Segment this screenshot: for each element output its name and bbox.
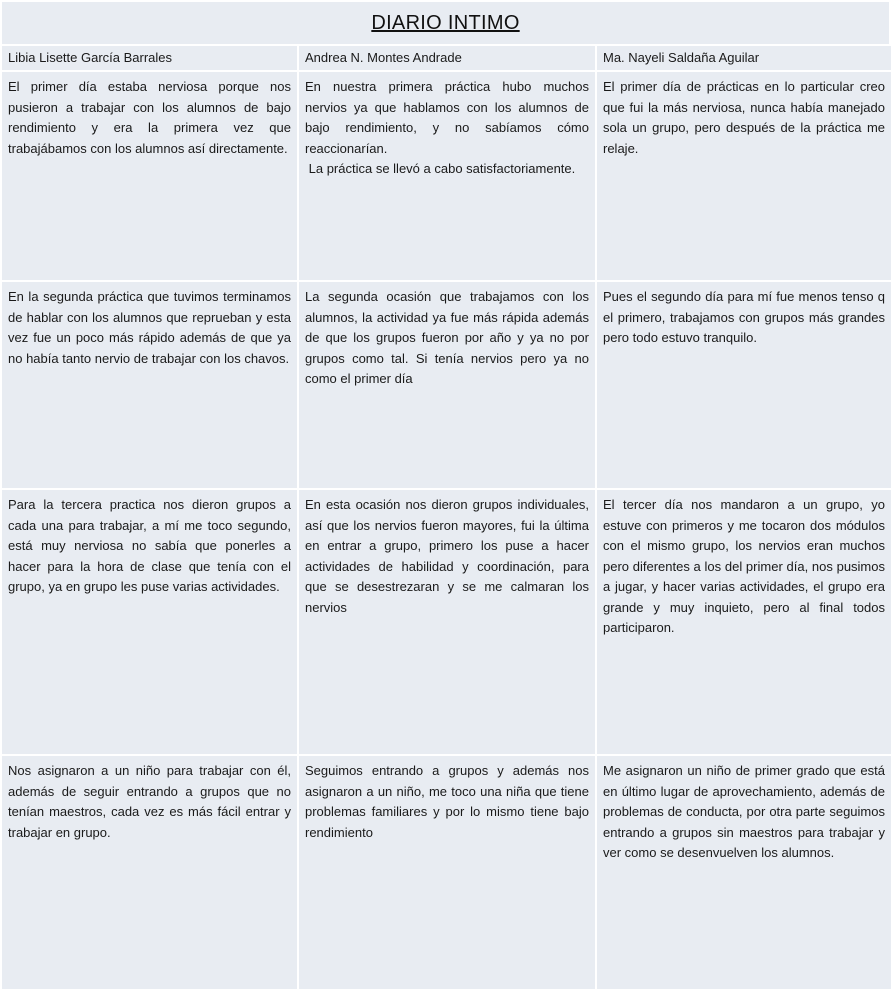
title-row [2,2,889,46]
entry-cell [597,282,891,488]
entry-cell [2,72,297,280]
entry-cell [299,756,595,989]
entry-text: Nos asignaron a un niño para trabajar con él, además de seguir entrando a grupos que no tenían maestros, cada vez es más fácil entrar y trabajar en grupo. [8,763,295,840]
entry-text: Pues el segundo día para mí fue menos tenso q el primero, trabajamos con grupos más grandes pero todo estuvo tranquilo. [603,289,889,345]
entry-text: Para la tercera practica nos dieron grupos a cada una para trabajar, a mí me toco segundo, está muy nerviosa no sabía que ponerles a hacer para la hora de clase que tenía con el grupo, ya en grupo les puse varias actividades. [8,497,295,594]
entry-cell [299,282,595,488]
entry-cell [299,490,595,754]
entry-text: En la segunda práctica que tuvimos terminamos de hablar con los alumnos que reprueban y esta vez fue un poco más rápido además de que ya no había tanto nervio de trabajar con los chavos. [8,289,295,366]
entry-cell [299,72,595,280]
page-title: DIARIO INTIMO [371,11,520,34]
entry-text: La segunda ocasión que trabajamos con los alumnos, la actividad ya fue más rápida además de que los grupos fueron por año y ya no por grupos como tal. Si tenía nervios pero ya no como el primer día [305,289,593,386]
entry-text: En nuestra primera práctica hubo muchos nervios ya que hablamos con los alumnos de bajo rendimiento, y no sabíamos cómo reaccionarían. La práctica se llevó a cabo satisfactoriamente. [305,79,589,176]
entry-text: En esta ocasión nos dieron grupos individuales, así que los nervios fueron mayores, fui la última en entrar a grupo, primero los puse a hacer actividades de habilidad y coordinación, para que se desestrezaran y se me calmaran los nervios [305,497,593,615]
entry-text: El primer día estaba nerviosa porque nos pusieron a trabajar con los alumnos de bajo rendimiento y era la primera vez que trabajábamos con los alumnos así directamente. [8,79,295,156]
entry-cell [597,490,891,754]
author-header-1: Libia Lisette García Barrales [2,46,297,70]
entry-text: El tercer día nos mandaron a un grupo, yo estuve con primeros y me tocaron dos módulos con el mismo grupo, los nervios eran muchos pero diferentes a los del primer día, nos pusimos a jugar, y hacer varias actividades, el grupo era grande y muy inquieto, pero al final todos participaron. [603,497,889,635]
author-header-3: Ma. Nayeli Saldaña Aguilar [597,46,891,70]
entry-cell [2,756,297,989]
entry-cell [2,490,297,754]
entry-cell [597,756,891,989]
entry-text: Me asignaron un niño de primer grado que está en último lugar de aprovechamiento, además de problemas de conducta, por otra parte seguimos entrando a grupos sin maestros para trabajar y ver como se desenvuelven los alumnos. [603,763,889,860]
entry-text: El primer día de prácticas en lo particular creo que fui la más nerviosa, nunca había manejado sola un grupo, pero después de la práctica me relaje. [603,79,889,156]
author-header-2: Andrea N. Montes Andrade [299,46,595,70]
entry-cell [597,72,891,280]
entry-cell [2,282,297,488]
entry-text: Seguimos entrando a grupos y además nos asignaron a un niño, me toco una niña que tiene problemas familiares y por lo mismo tiene bajo rendimiento [305,763,593,840]
diary-table [2,2,889,989]
diary-grid [2,46,889,989]
